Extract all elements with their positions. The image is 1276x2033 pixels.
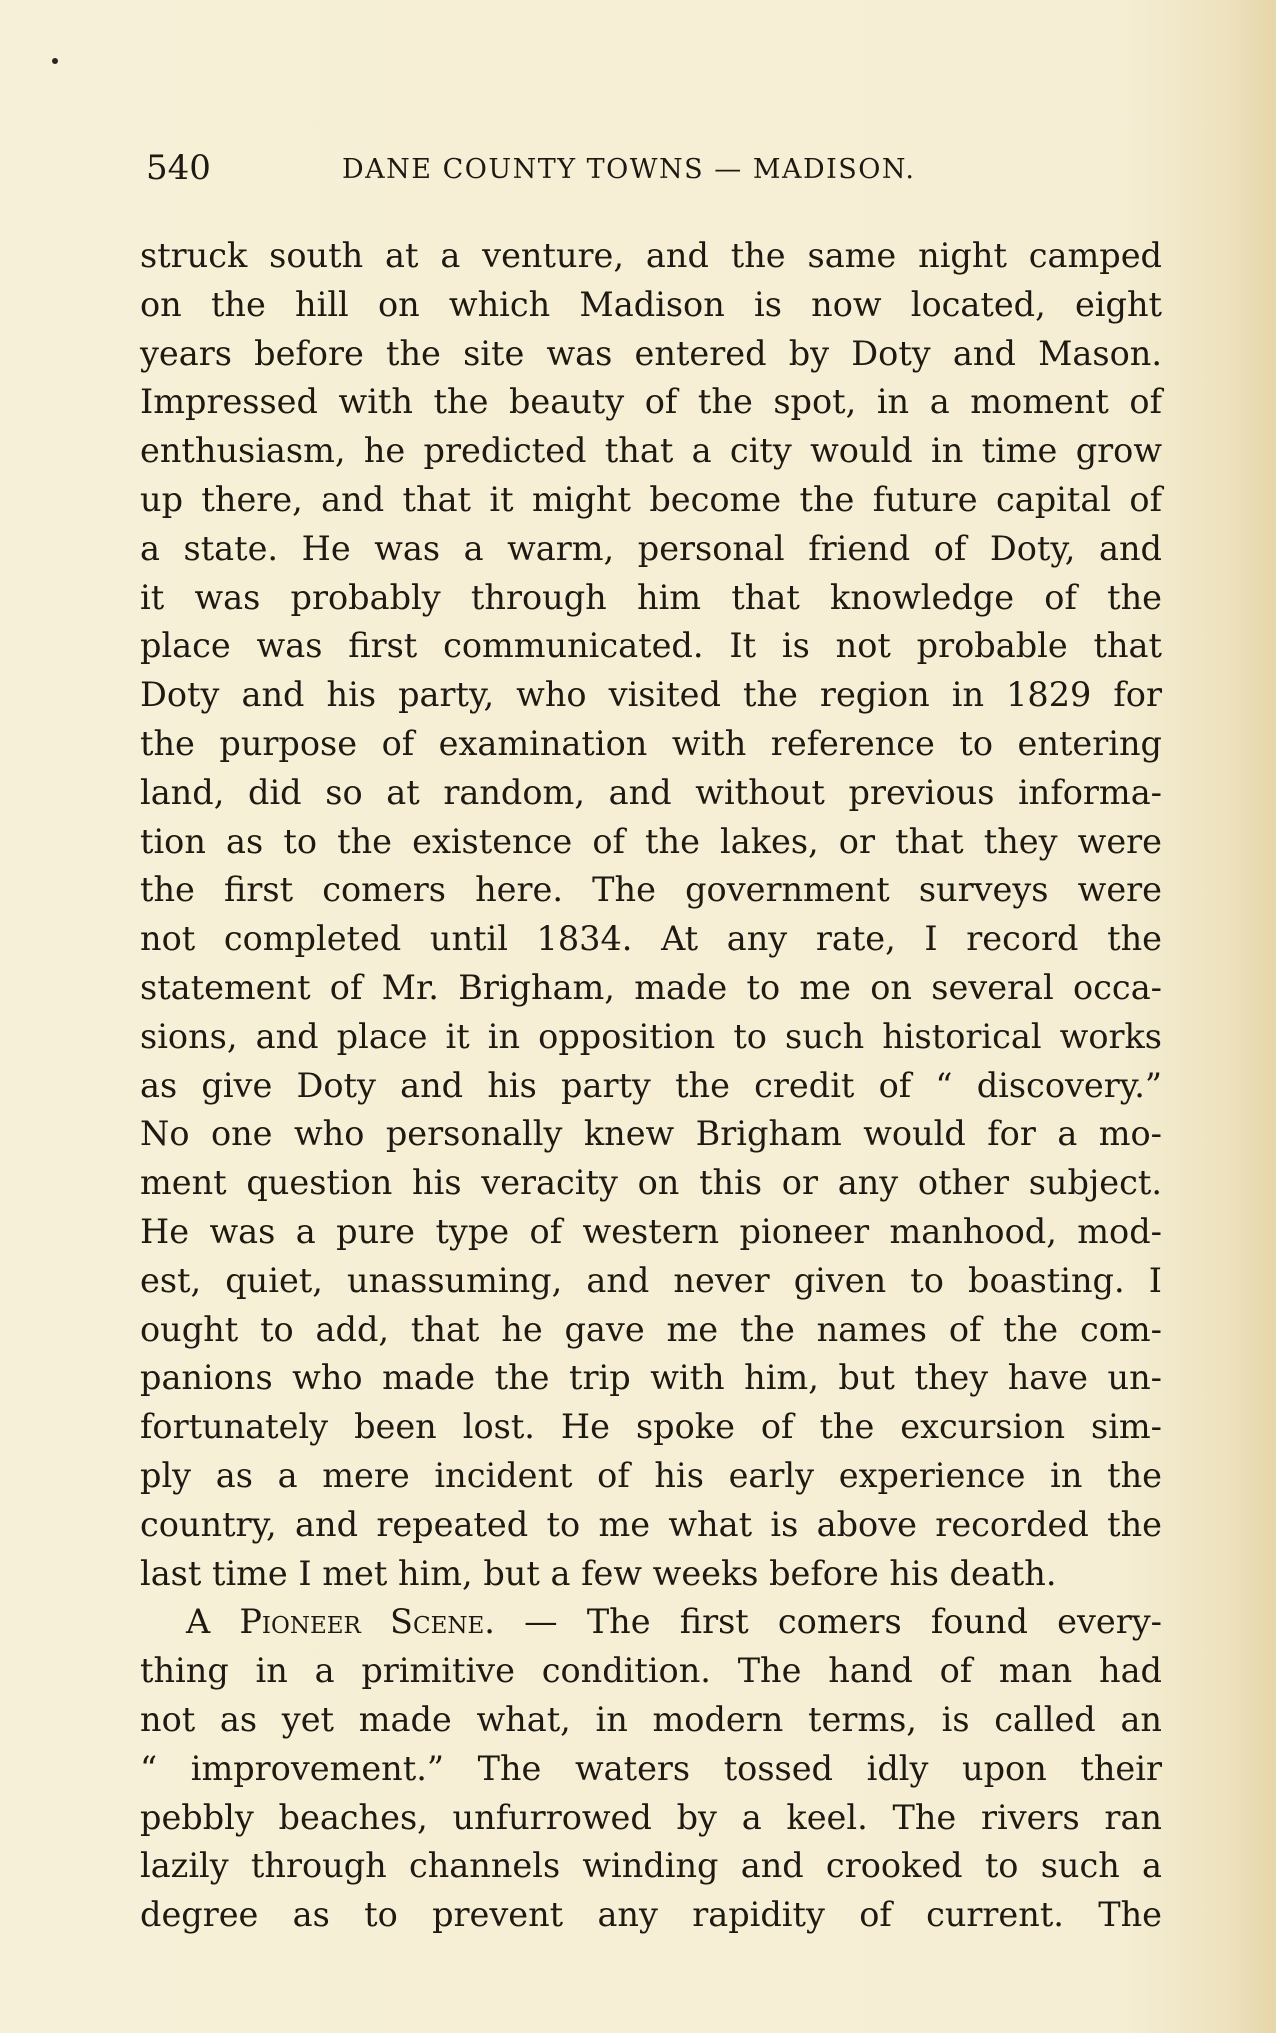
text-line: statement of Mr. Brigham, made to me on several occa- [140, 967, 1162, 1007]
text-line: lazily through channels winding and crooked to such a [140, 1846, 1162, 1886]
text-line: pebbly beaches, unfurrowed by a keel. The rivers ran [140, 1797, 1162, 1837]
text-line: not completed until 1834. At any rate, I record the [140, 919, 1162, 959]
text-line: it was probably through him that knowledge of the [140, 577, 1162, 617]
text-line: ment question his veracity on this or any other subject. [140, 1163, 1162, 1203]
text-line: No one who personally knew Brigham would for a mo- [140, 1114, 1162, 1154]
text-line: the first comers here. The government surveys were [140, 870, 1162, 910]
running-head-title: DANE COUNTY TOWNS — MADISON. [342, 154, 916, 185]
text-line: “ improvement.” The waters tossed idly upon their [140, 1748, 1162, 1788]
text-line: not as yet made what, in modern terms, is called an [140, 1699, 1162, 1739]
text-line: years before the site was entered by Doty and Mason. [140, 333, 1162, 373]
section-heading: A Pioneer Scene. [186, 1602, 495, 1642]
ink-speck [52, 58, 58, 64]
paragraph-last-line: last time I met him, but a few weeks before his death. [140, 1553, 1057, 1593]
text-line: sions, and place it in opposition to such historical works [140, 1016, 1162, 1056]
text-line: thing in a primitive condition. The hand of man had [140, 1651, 1162, 1691]
text-line: Impressed with the beauty of the spot, in a moment of [140, 382, 1162, 422]
text-line: Doty and his party, who visited the region in 1829 for [140, 675, 1162, 715]
text-line: place was first communicated. It is not probable that [140, 626, 1162, 666]
text-line: on the hill on which Madison is now located, eight [140, 284, 1162, 324]
text-line: country, and repeated to me what is above recorded the [140, 1504, 1162, 1544]
text-line: a state. He was a warm, personal friend of Doty, and [140, 528, 1162, 568]
text-line: as give Doty and his party the credit of “ discovery.” [140, 1065, 1162, 1105]
text-line: enthusiasm, he predicted that a city would in time grow [140, 431, 1162, 471]
em-dash: — [494, 1602, 587, 1642]
text-line: struck south at a venture, and the same night camped [140, 236, 1162, 275]
text-line: panions who made the trip with him, but they have un- [140, 1358, 1162, 1398]
text-line: degree as to prevent any rapidity of current. The [140, 1895, 1162, 1935]
body-text [140, 232, 1162, 1940]
text-line: ought to add, that he gave me the names of the com- [140, 1309, 1162, 1349]
text-line: fortunately been lost. He spoke of the excursion sim- [140, 1407, 1162, 1447]
section-first-line-text: The first comers found every- [586, 1602, 1162, 1642]
running-head [146, 142, 1161, 194]
text-line: ply as a mere incident of his early experience in the [140, 1455, 1162, 1495]
text-line: est, quiet, unassuming, and never given to boasting. I [140, 1260, 1162, 1300]
text-line: tion as to the existence of the lakes, or that they were [140, 821, 1162, 861]
text-line: the purpose of examination with reference to entering [140, 723, 1162, 763]
text-line: up there, and that it might become the future capital of [140, 479, 1162, 519]
section-first-line [140, 1598, 1162, 1647]
text-line: He was a pure type of western pioneer manhood, mod- [140, 1211, 1162, 1251]
text-line: land, did so at random, and without previous informa- [140, 772, 1162, 812]
page-number: 540 [146, 148, 211, 188]
